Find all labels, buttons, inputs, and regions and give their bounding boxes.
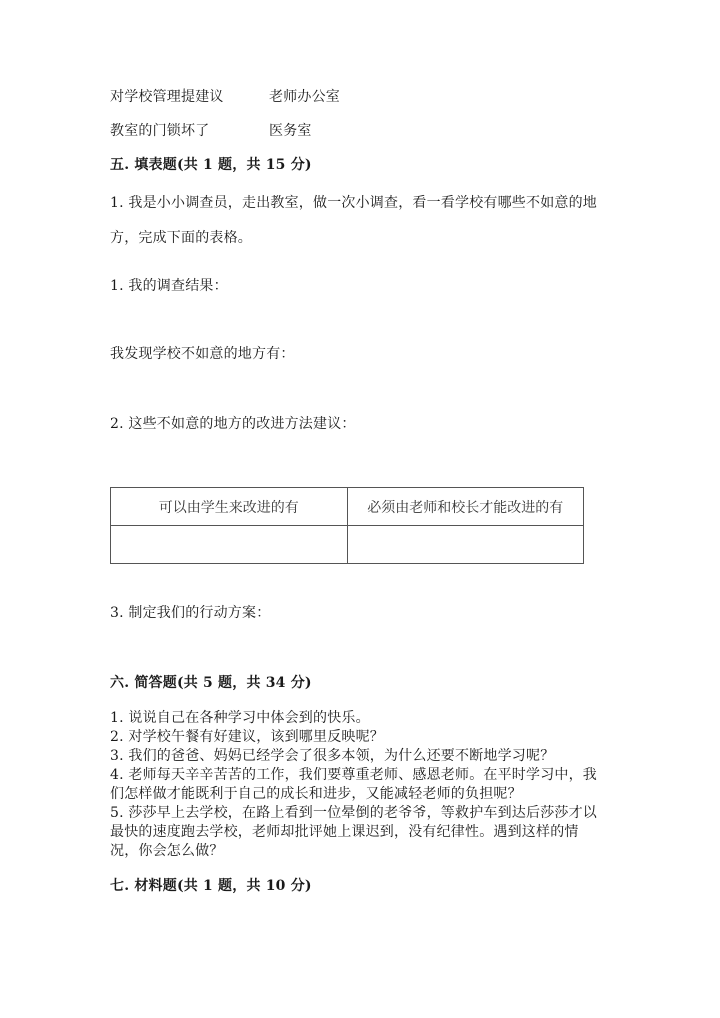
table-row: [111, 526, 584, 564]
section6-line-3: 3. 我们的爸爸、妈妈已经学会了很多本领，为什么还要不断地学习呢？: [110, 748, 555, 764]
section5-sub1-prompt: 我发现学校不如意的地方有：: [110, 346, 295, 362]
section6-line-4: 4. 老师每天辛辛苦苦的工作，我们要尊重老师、感恩老师。在平时学习中，我: [110, 767, 598, 783]
matching-right-1: 老师办公室: [269, 89, 340, 105]
section5-question-line1: 1. 我是小小调查员，走出教室，做一次小调查，看一看学校有哪些不如意的地: [110, 195, 598, 211]
section6-line-8: 况，你会怎么做？: [110, 843, 224, 859]
section5-heading: 五. 填表题(共 1 题，共 15 分): [110, 157, 312, 173]
table-header-students: 可以由学生来改进的有: [111, 488, 348, 526]
improvement-table: [110, 487, 584, 564]
section6-line-5: 们怎样做才能既利于自己的成长和进步，又能减轻老师的负担呢？: [110, 786, 522, 802]
section6-line-6: 5. 莎莎早上去学校，在路上看到一位晕倒的老爷爷，等救护车到达后莎莎才以: [110, 805, 598, 821]
section5-sub1: 1. 我的调查结果：: [110, 278, 228, 294]
section6-heading: 六. 简答题(共 5 题，共 34 分): [110, 675, 312, 691]
table-header-teachers: 必须由老师和校长才能改进的有: [347, 488, 584, 526]
section5-sub3: 3. 制定我们的行动方案：: [110, 605, 271, 621]
table-cell-teachers[interactable]: [347, 526, 584, 564]
section6-line-7: 最快的速度跑去学校，老师却批评她上课迟到，没有纪律性。遇到这样的情: [110, 824, 579, 840]
matching-left-1: 对学校管理提建议: [110, 89, 224, 105]
table-cell-students[interactable]: [111, 526, 348, 564]
matching-right-2: 医务室: [269, 123, 312, 139]
section6-line-1: 1. 说说自己在各种学习中体会到的快乐。: [110, 710, 370, 726]
section7-heading: 七. 材料题(共 1 题，共 10 分): [110, 878, 312, 894]
matching-left-2: 教室的门锁坏了: [110, 123, 210, 139]
table-header-row: [111, 488, 584, 526]
section6-line-2: 2. 对学校午餐有好建议，该到哪里反映呢？: [110, 729, 385, 745]
section5-sub2: 2. 这些不如意的地方的改进方法建议：: [110, 416, 356, 432]
section5-question-line2: 方，完成下面的表格。: [110, 230, 252, 246]
